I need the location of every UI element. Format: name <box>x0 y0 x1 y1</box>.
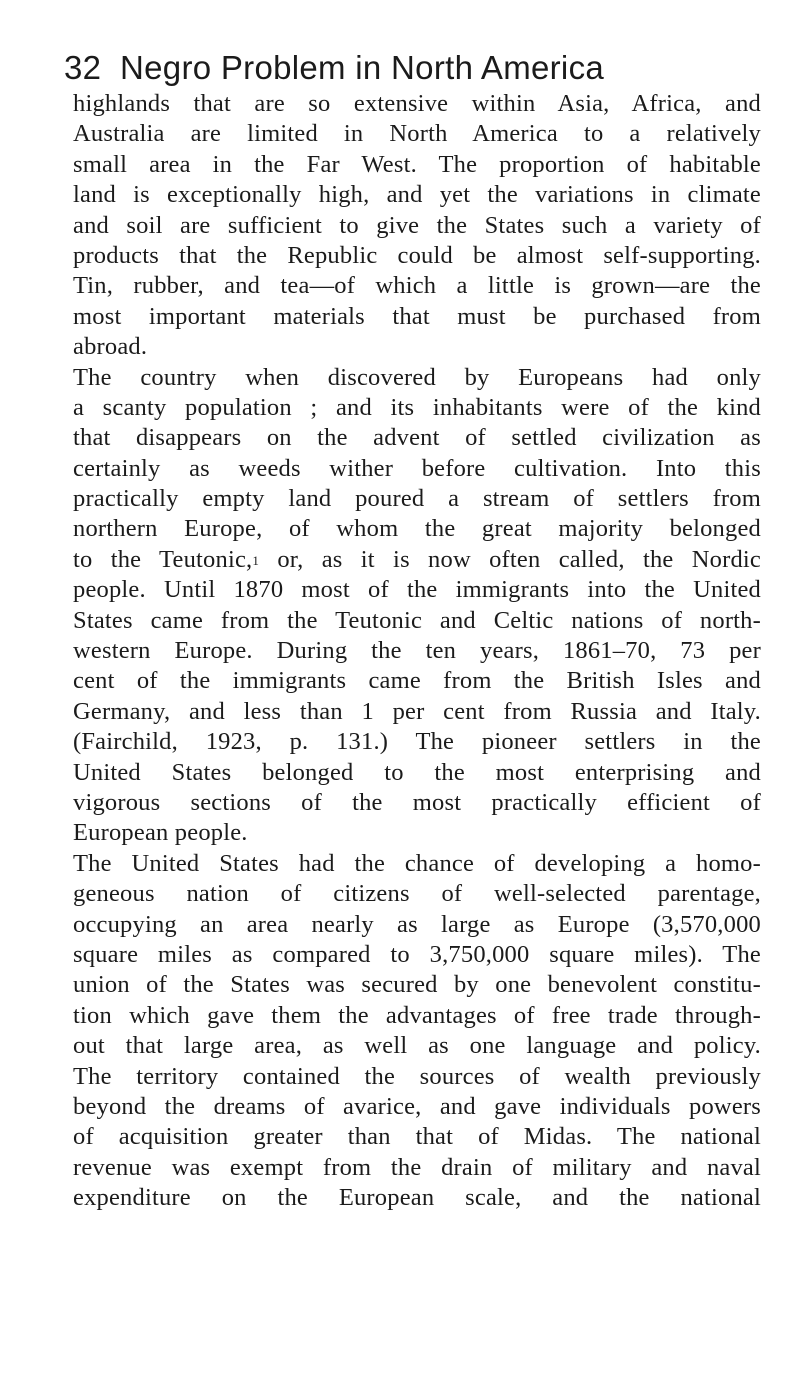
text-line: and soil are sufficient to give the States such a variety of <box>73 211 761 239</box>
text-line: western Europe. During the ten years, 1861–70, 73 per <box>73 637 761 665</box>
text-line: geneous nation of citizens of well-selected parentage, <box>73 880 761 908</box>
text-line-end: or, as it is now often called, the Nordic <box>259 545 761 573</box>
running-title: Negro Problem in North America <box>120 49 605 86</box>
text-line-start: to the Teutonic, <box>73 545 253 573</box>
text-line: Germany, and less than 1 per cent from Russia and Italy. <box>73 697 761 725</box>
text-line: The United States had the chance of developing a homo- <box>73 849 761 877</box>
text-line: northern Europe, of whom the great majority belonged <box>73 515 761 543</box>
text-line: Tin, rubber, and tea—of which a little is grown—are the <box>73 272 761 300</box>
text-line: (Fairchild, 1923, p. 131.) The pioneer settlers in the <box>73 728 761 756</box>
text-line: occupying an area nearly as large as Europe (3,570,000 <box>73 910 761 938</box>
text-line: most important materials that must be purchased from <box>73 302 761 330</box>
text-line: products that the Republic could be almost self-supporting. <box>73 241 761 269</box>
page-number: 32 <box>64 49 102 86</box>
footnote-marker: 1 <box>252 552 260 568</box>
text-line: practically empty land poured a stream of settlers from <box>73 485 761 513</box>
text-line-with-footnote <box>73 545 761 575</box>
text-line: people. Until 1870 most of the immigrants into the United <box>73 576 761 604</box>
text-line: highlands that are so extensive within Asia, Africa, and <box>73 90 761 117</box>
text-line: The territory contained the sources of wealth previously <box>73 1062 761 1090</box>
text-line: certainly as weeds wither before cultivation. Into this <box>73 454 761 482</box>
text-line: out that large area, as well as one language and policy. <box>73 1032 761 1060</box>
text-line: vigorous sections of the most practically efficient of <box>73 788 761 816</box>
text-line: that disappears on the advent of settled civilization as <box>73 424 761 452</box>
body-text <box>73 89 761 1213</box>
text-line: small area in the Far West. The proportion of habitable <box>73 150 761 178</box>
text-line: square miles as compared to 3,750,000 square miles). The <box>73 940 761 968</box>
text-line: States came from the Teutonic and Celtic nations of north- <box>73 606 761 634</box>
text-line: Australia are limited in North America to a relatively <box>73 120 761 148</box>
text-line: tion which gave them the advantages of free trade through- <box>73 1001 761 1029</box>
page-header <box>64 44 744 92</box>
text-line: of acquisition greater than that of Midas. The national <box>73 1123 761 1151</box>
text-line: European people. <box>73 819 248 847</box>
text-line: cent of the immigrants came from the British Isles and <box>73 667 761 695</box>
text-line: beyond the dreams of avarice, and gave individuals powers <box>73 1092 761 1120</box>
text-line: United States belonged to the most enterprising and <box>73 758 761 786</box>
text-line: a scanty population ; and its inhabitants were of the kind <box>73 393 761 421</box>
text-line: abroad. <box>73 333 148 361</box>
text-line: The country when discovered by Europeans had only <box>73 363 761 391</box>
text-line: expenditure on the European scale, and the national <box>73 1184 761 1212</box>
text-line: land is exceptionally high, and yet the variations in climate <box>73 181 761 209</box>
text-line: revenue was exempt from the drain of military and naval <box>73 1153 761 1181</box>
text-line: union of the States was secured by one benevolent constitu- <box>73 971 761 999</box>
